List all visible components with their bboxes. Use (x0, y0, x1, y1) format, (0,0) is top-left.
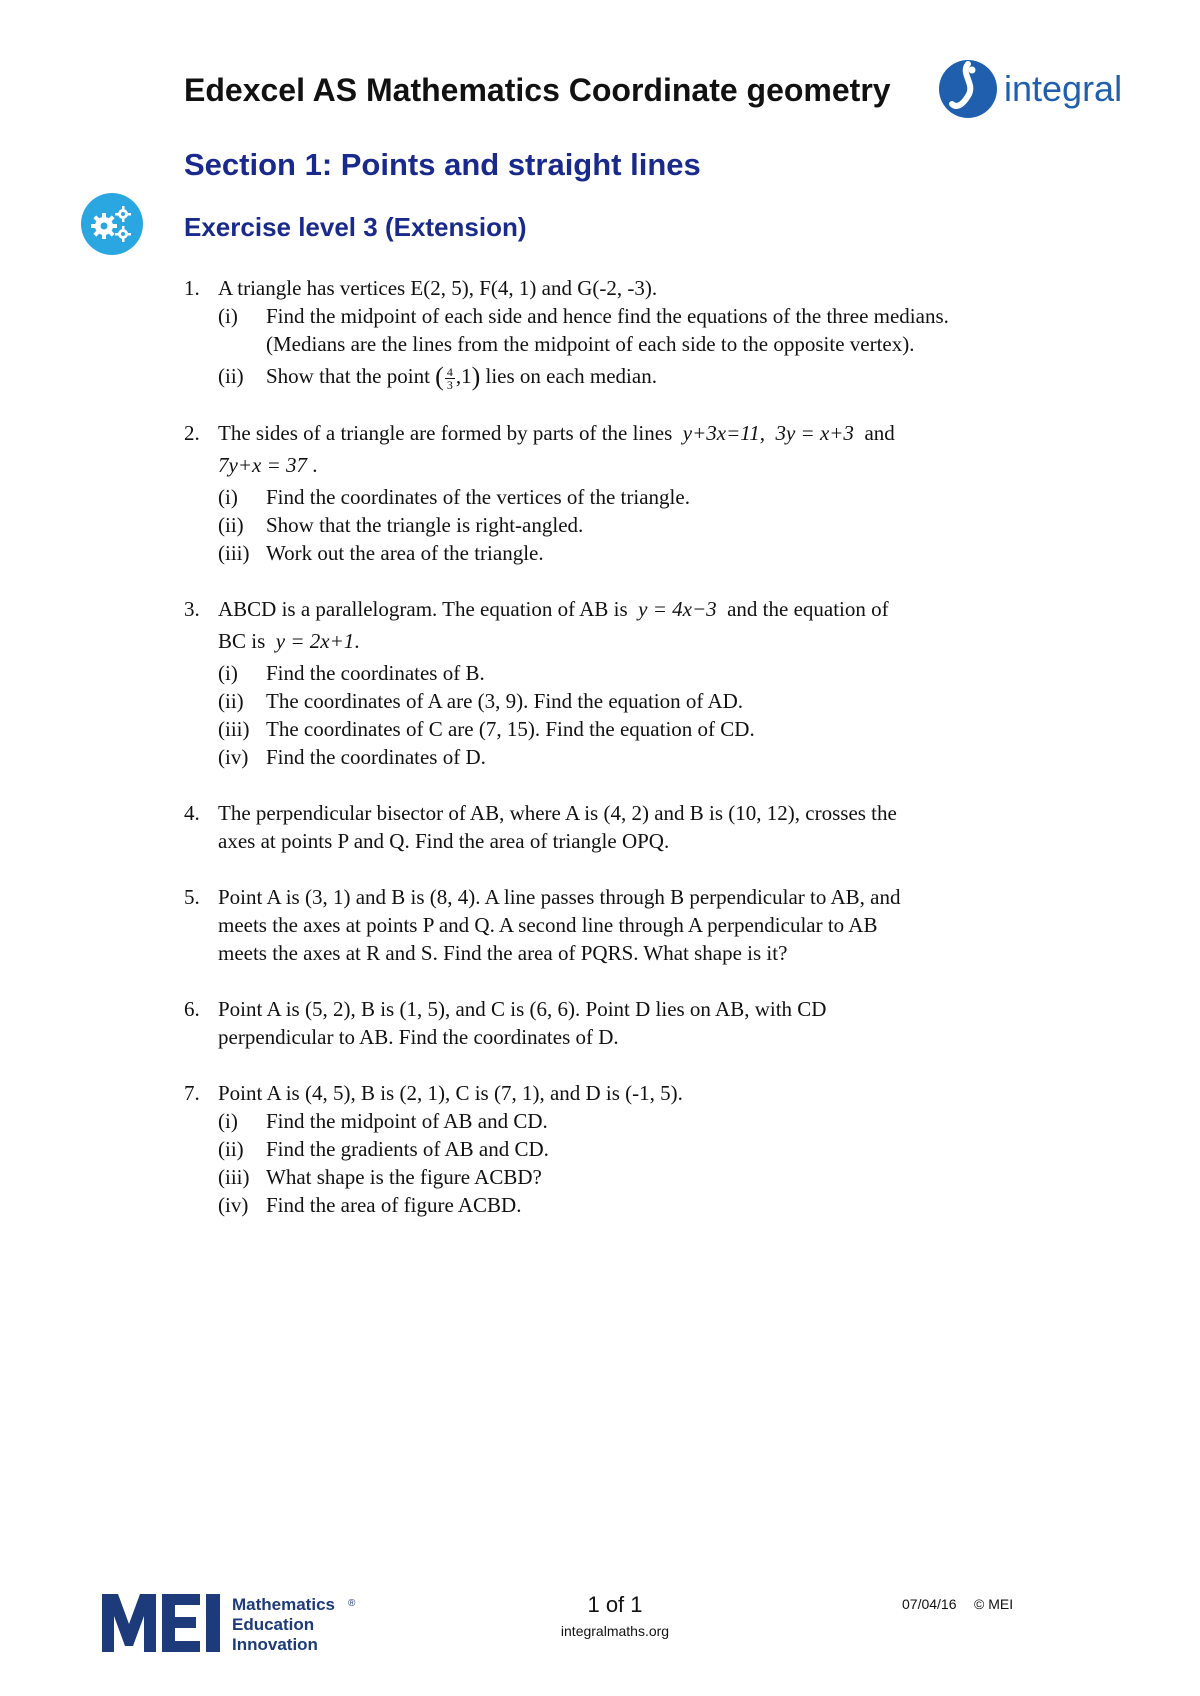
question-list (184, 274, 1044, 1247)
question-1 (184, 274, 1044, 391)
footer-date: 07/04/16 (902, 1596, 957, 1612)
question-text: BC is y = 2x+1. (218, 629, 360, 653)
part-text: The coordinates of C are (7, 15). Find the equation of CD. (266, 717, 755, 741)
equation: 7y+x = 37 (218, 453, 307, 477)
page-number: 1 of 1 (587, 1592, 643, 1617)
part-label: (i) (218, 304, 238, 328)
site-url[interactable]: integralmaths.org (560, 1623, 670, 1639)
question-number: 3. (184, 597, 200, 621)
question-number: 6. (184, 997, 200, 1021)
part-label: (iv) (218, 745, 249, 769)
question-number: 1. (184, 276, 200, 300)
question-6 (184, 995, 1044, 1051)
question-text: perpendicular to AB. Find the coordinates of D. (218, 1025, 619, 1049)
part-label: (i) (218, 485, 238, 509)
question-part (218, 715, 1044, 743)
question-4 (184, 799, 1044, 855)
section-title: Section 1: Points and straight lines (184, 147, 701, 182)
part-text: Find the midpoint of AB and CD. (266, 1109, 548, 1133)
question-part (218, 1135, 1044, 1163)
part-label: (ii) (218, 1137, 244, 1161)
equation: y = 2x+1 (275, 629, 355, 653)
part-text: Find the coordinates of B. (266, 661, 485, 685)
part-label: (iii) (218, 717, 250, 741)
question-part (218, 362, 1044, 391)
integral-logo-text: integral (1004, 68, 1123, 109)
part-label: (ii) (218, 364, 244, 388)
question-part (218, 1163, 1044, 1191)
question-text: meets the axes at points P and Q. A second line through A perpendicular to AB (218, 913, 878, 937)
question-text: ABCD is a parallelogram. The equation of AB is y = 4x−3 and the equation of (218, 597, 889, 621)
fraction: $\frac{4}{3}$ (446, 364, 453, 392)
question-text: Point A is (4, 5), B is (2, 1), C is (7, 1), and D is (-1, 5). (218, 1081, 683, 1105)
mei-logo-line: Education (232, 1615, 315, 1634)
question-number: 4. (184, 801, 200, 825)
question-text: 7y+x = 37 . (218, 453, 318, 477)
exercise-title: Exercise level 3 (Extension) (184, 212, 527, 242)
part-label: (i) (218, 661, 238, 685)
question-text: Point A is (5, 2), B is (1, 5), and C is (6, 6). Point D lies on AB, with CD (218, 997, 827, 1021)
mei-logo-line: Mathematics (232, 1595, 335, 1614)
part-text: Find the coordinates of D. (266, 745, 486, 769)
part-text: Show that the triangle is right-angled. (266, 513, 584, 537)
question-part (218, 743, 1044, 771)
question-number: 5. (184, 885, 200, 909)
svg-text:®: ® (348, 1598, 356, 1609)
part-text: The coordinates of A are (3, 9). Find the equation of AD. (266, 689, 744, 713)
question-2 (184, 419, 1044, 567)
document-title: Edexcel AS Mathematics Coordinate geometry (184, 72, 891, 108)
question-text: Point A is (3, 1) and B is (8, 4). A line passes through B perpendicular to AB, and (218, 885, 901, 909)
part-label: (ii) (218, 689, 244, 713)
question-text: meets the axes at R and S. Find the area of PQRS. What shape is it? (218, 941, 788, 965)
question-text: The sides of a triangle are formed by parts of the lines y+3x=11, 3y = x+3 and (218, 421, 895, 445)
part-label: (iii) (218, 1165, 250, 1189)
equation: 3y = x+3 (775, 421, 854, 445)
gears-icon (80, 192, 144, 256)
equation: y+3x=11 (682, 421, 760, 445)
part-note: (Medians are the lines from the midpoint of each side to the opposite vertex). (266, 332, 915, 356)
point-coordinate: ( $\frac{4}{3}$ ,1) (435, 362, 481, 392)
question-part (218, 511, 1044, 539)
question-part (218, 483, 1044, 511)
question-3 (184, 595, 1044, 771)
mei-logo-line: Innovation (232, 1635, 318, 1654)
question-text: axes at points P and Q. Find the area of triangle OPQ. (218, 829, 670, 853)
part-label: (i) (218, 1109, 238, 1133)
part-text: Find the area of figure ACBD. (266, 1193, 522, 1217)
integral-logo (938, 56, 1170, 122)
question-part (218, 1107, 1044, 1135)
question-part (218, 1191, 1044, 1219)
part-text: Find the midpoint of each side and hence find the equations of the three medians. (266, 304, 949, 328)
question-text: A triangle has vertices E(2, 5), F(4, 1) and G(-2, -3). (218, 276, 658, 300)
question-7 (184, 1079, 1044, 1219)
part-text: Find the gradients of AB and CD. (266, 1137, 549, 1161)
mei-logo (100, 1590, 410, 1654)
part-text: Find the coordinates of the vertices of the triangle. (266, 485, 690, 509)
part-label: (ii) (218, 513, 244, 537)
part-label: (iv) (218, 1193, 249, 1217)
part-label: (iii) (218, 541, 250, 565)
part-text: What shape is the figure ACBD? (266, 1165, 542, 1189)
part-text: Work out the area of the triangle. (266, 541, 544, 565)
question-5 (184, 883, 1044, 967)
question-part (218, 659, 1044, 687)
question-number: 2. (184, 421, 200, 445)
question-number: 7. (184, 1081, 200, 1105)
footer-copyright: © MEI (974, 1596, 1014, 1612)
question-part (218, 687, 1044, 715)
question-part (218, 539, 1044, 567)
part-text: lies on each median. (485, 364, 657, 388)
question-text: The perpendicular bisector of AB, where A is (4, 2) and B is (10, 12), crosses the (218, 801, 897, 825)
equation: y = 4x−3 (638, 597, 717, 621)
part-text: Show that the point (266, 364, 430, 388)
question-part (218, 302, 1044, 358)
